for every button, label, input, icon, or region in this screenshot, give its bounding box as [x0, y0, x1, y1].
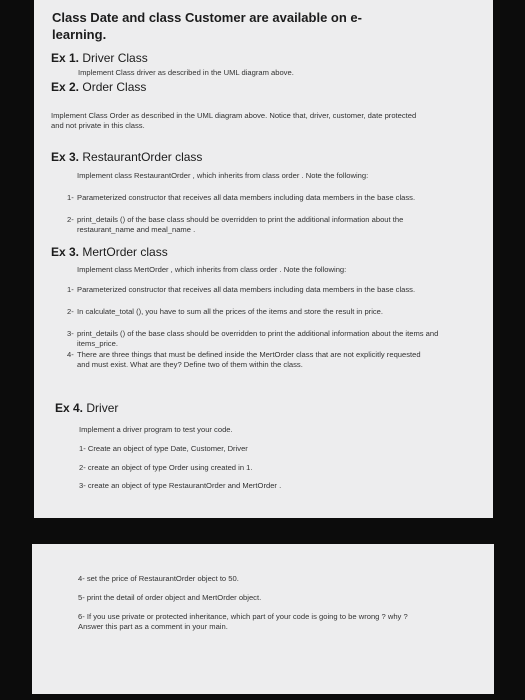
ex3a-item-number: 2-	[67, 215, 74, 224]
ex3a-item-text: Parameterized constructor that receives all data members including data members in the base class.	[77, 193, 416, 202]
document-page-2	[32, 544, 494, 694]
ex3b-title: MertOrder class	[82, 245, 168, 259]
ex1-title: Driver Class	[82, 51, 148, 65]
ex1-body: Implement Class driver as described in the UML diagram above.	[78, 68, 294, 77]
ex2-heading	[51, 80, 146, 94]
ex3b-item-text: In calculate_total (), you have to sum all the prices of the items and store the result in price.	[77, 307, 384, 316]
ex3b-item-number: 2-	[67, 307, 74, 316]
ex4-item: 3- create an object of type RestaurantOrder and MertOrder .	[79, 481, 282, 490]
ex4-item: 4- set the price of RestaurantOrder object to 50.	[78, 574, 239, 583]
document-page-1	[34, 0, 493, 518]
ex3b-item-number: 4-	[67, 350, 74, 359]
ex2-body: Implement Class Order as described in the UML diagram above. Notice that, driver, customer, date protected and not private in this class.	[51, 111, 417, 130]
ex1-number: Ex 1.	[51, 51, 80, 65]
ex3b-number: Ex 3.	[51, 245, 80, 259]
ex3b-intro: Implement class MertOrder , which inherits from class order . Note the following:	[77, 265, 347, 274]
ex4-heading	[55, 401, 118, 415]
ex3b-item-number: 3-	[67, 329, 74, 338]
ex3b-item-text: print_details () of the base class should be overridden to print the additional information about the items and items_price.	[77, 329, 439, 348]
ex2-title: Order Class	[82, 80, 147, 94]
ex4-item: 1- Create an object of type Date, Customer, Driver	[79, 444, 248, 453]
ex3b-item-text: Parameterized constructor that receives all data members including data members in the base class.	[77, 285, 416, 294]
ex4-item: 5- print the detail of order object and MertOrder object.	[78, 593, 262, 602]
ex3a-item-number: 1-	[67, 193, 74, 202]
ex3b-item-text: There are three things that must be defined inside the MertOrder class that are not explicitly requested and must exist. What are they? Define two of them within the class.	[77, 350, 421, 369]
ex4-number: Ex 4.	[55, 401, 84, 415]
page-title: Class Date and class Customer are available on e-learning.	[52, 10, 362, 42]
ex3a-item-text: print_details () of the base class should be overridden to print the additional information about the restaurant_name and meal_name .	[77, 215, 404, 234]
ex3a-number: Ex 3.	[51, 150, 80, 164]
ex3a-intro: Implement class RestaurantOrder , which inherits from class order . Note the following:	[77, 171, 369, 180]
ex2-number: Ex 2.	[51, 80, 80, 94]
ex4-item: 2- create an object of type Order using created in 1.	[79, 463, 253, 472]
ex3b-item-number: 1-	[67, 285, 74, 294]
ex4-title: Driver	[86, 401, 119, 415]
ex1-heading	[51, 51, 148, 65]
ex4-item: 6- If you use private or protected inheritance, which part of your code is going to be wrong ? why ? Answer this part as a comment in your main.	[78, 612, 408, 631]
ex3a-heading	[51, 150, 202, 164]
ex3b-heading	[51, 245, 168, 259]
ex3a-title: RestaurantOrder class	[82, 150, 203, 164]
ex4-intro: Implement a driver program to test your code.	[79, 425, 233, 434]
